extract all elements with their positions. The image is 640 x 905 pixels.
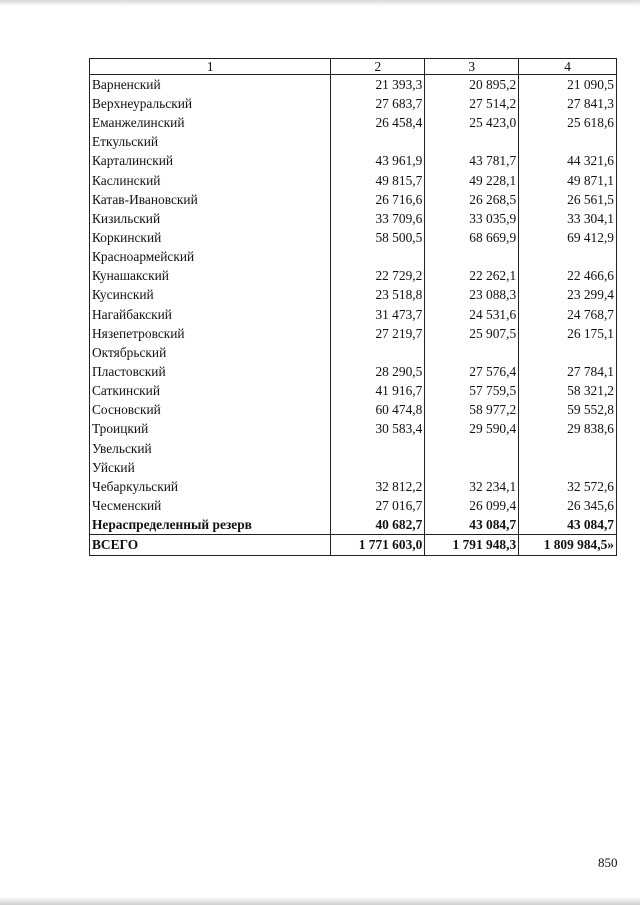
value-col-2-cell xyxy=(331,458,425,477)
value-col-4-cell: 24 768,7 xyxy=(519,305,617,324)
value-col-2-cell: 30 583,4 xyxy=(331,420,425,439)
table-row xyxy=(90,324,617,343)
value-col-2-cell: 32 812,2 xyxy=(331,477,425,496)
municipality-name-cell: ВСЕГО xyxy=(90,535,331,555)
table-row xyxy=(90,439,617,458)
municipality-name-cell: Чесменский xyxy=(90,496,331,515)
value-col-4-cell: 27 784,1 xyxy=(519,362,617,381)
municipality-name-cell: Саткинский xyxy=(90,381,331,400)
municipality-name-cell: Каслинский xyxy=(90,171,331,190)
table-row xyxy=(90,266,617,285)
value-col-4-cell: 32 572,6 xyxy=(519,477,617,496)
table-row xyxy=(90,94,617,113)
value-col-3-cell: 43 084,7 xyxy=(425,515,519,535)
value-col-2-cell xyxy=(331,247,425,266)
value-col-4-cell xyxy=(519,458,617,477)
budget-table xyxy=(89,58,617,556)
table-row xyxy=(90,496,617,515)
table-row xyxy=(90,420,617,439)
value-col-3-cell: 49 228,1 xyxy=(425,171,519,190)
table-row xyxy=(90,362,617,381)
municipality-name-cell: Кунашакский xyxy=(90,266,331,285)
municipality-name-cell: Сосновский xyxy=(90,400,331,419)
value-col-2-cell: 21 393,3 xyxy=(331,75,425,95)
table-row xyxy=(90,286,617,305)
value-col-4-cell: 21 090,5 xyxy=(519,75,617,95)
municipality-name-cell: Нязепетровский xyxy=(90,324,331,343)
value-col-3-cell: 20 895,2 xyxy=(425,75,519,95)
value-col-2-cell: 60 474,8 xyxy=(331,400,425,419)
municipality-name-cell: Еманжелинский xyxy=(90,113,331,132)
municipality-name-cell: Катав-Ивановский xyxy=(90,190,331,209)
municipality-name-cell: Коркинский xyxy=(90,228,331,247)
municipality-name-cell: Варненский xyxy=(90,75,331,95)
value-col-4-cell: 49 871,1 xyxy=(519,171,617,190)
value-col-4-cell: 27 841,3 xyxy=(519,94,617,113)
value-col-4-cell xyxy=(519,132,617,151)
value-col-4-cell: 33 304,1 xyxy=(519,209,617,228)
value-col-3-cell: 32 234,1 xyxy=(425,477,519,496)
value-col-4-cell: 69 412,9 xyxy=(519,228,617,247)
value-col-2-cell: 58 500,5 xyxy=(331,228,425,247)
value-col-2-cell: 33 709,6 xyxy=(331,209,425,228)
scan-bottom-edge xyxy=(0,897,640,905)
value-col-3-cell: 27 514,2 xyxy=(425,94,519,113)
value-col-3-cell: 26 099,4 xyxy=(425,496,519,515)
value-col-4-cell: 43 084,7 xyxy=(519,515,617,535)
municipality-name-cell: Красноармейский xyxy=(90,247,331,266)
value-col-4-cell: 23 299,4 xyxy=(519,286,617,305)
municipality-name-cell: Еткульский xyxy=(90,132,331,151)
value-col-4-cell: 44 321,6 xyxy=(519,152,617,171)
value-col-4-cell: 25 618,6 xyxy=(519,113,617,132)
value-col-2-cell: 26 458,4 xyxy=(331,113,425,132)
value-col-2-cell: 22 729,2 xyxy=(331,266,425,285)
table-row xyxy=(90,190,617,209)
value-col-2-cell: 41 916,7 xyxy=(331,381,425,400)
value-col-3-cell: 26 268,5 xyxy=(425,190,519,209)
municipality-name-cell: Карталинский xyxy=(90,152,331,171)
table-row xyxy=(90,381,617,400)
budget-table-body xyxy=(90,59,617,556)
municipality-name-cell: Кусинский xyxy=(90,286,331,305)
value-col-3-cell xyxy=(425,439,519,458)
value-col-4-cell: 26 561,5 xyxy=(519,190,617,209)
value-col-3-cell: 43 781,7 xyxy=(425,152,519,171)
table-row xyxy=(90,400,617,419)
value-col-3-cell xyxy=(425,458,519,477)
total-row xyxy=(90,535,617,555)
value-col-4-cell: 1 809 984,5» xyxy=(519,535,617,555)
value-col-3-cell: 24 531,6 xyxy=(425,305,519,324)
value-col-4-cell: 22 466,6 xyxy=(519,266,617,285)
value-col-4-cell: 26 345,6 xyxy=(519,496,617,515)
table-row xyxy=(90,458,617,477)
municipality-name-cell: Верхнеуральский xyxy=(90,94,331,113)
municipality-name-cell: Троицкий xyxy=(90,420,331,439)
value-col-3-cell xyxy=(425,247,519,266)
unallocated-reserve-row xyxy=(90,515,617,535)
value-col-2-cell: 23 518,8 xyxy=(331,286,425,305)
table-row xyxy=(90,113,617,132)
scan-top-edge xyxy=(0,0,640,6)
column-header-1: 1 xyxy=(90,59,331,75)
table-row xyxy=(90,75,617,95)
municipality-name-cell: Чебаркульский xyxy=(90,477,331,496)
table-row xyxy=(90,228,617,247)
table-row xyxy=(90,209,617,228)
value-col-3-cell: 33 035,9 xyxy=(425,209,519,228)
value-col-2-cell: 27 219,7 xyxy=(331,324,425,343)
value-col-2-cell: 28 290,5 xyxy=(331,362,425,381)
value-col-4-cell xyxy=(519,343,617,362)
table-row xyxy=(90,305,617,324)
value-col-3-cell xyxy=(425,343,519,362)
municipality-name-cell: Уйский xyxy=(90,458,331,477)
value-col-2-cell: 27 016,7 xyxy=(331,496,425,515)
table-header-row xyxy=(90,59,617,75)
value-col-2-cell xyxy=(331,132,425,151)
value-col-3-cell: 25 907,5 xyxy=(425,324,519,343)
value-col-4-cell: 26 175,1 xyxy=(519,324,617,343)
municipality-name-cell: Увельский xyxy=(90,439,331,458)
page-number: 850 xyxy=(598,855,618,870)
value-col-4-cell xyxy=(519,247,617,266)
table-row xyxy=(90,343,617,362)
value-col-3-cell: 68 669,9 xyxy=(425,228,519,247)
value-col-3-cell: 25 423,0 xyxy=(425,113,519,132)
column-header-3: 3 xyxy=(425,59,519,75)
value-col-2-cell: 40 682,7 xyxy=(331,515,425,535)
value-col-3-cell: 22 262,1 xyxy=(425,266,519,285)
value-col-4-cell xyxy=(519,439,617,458)
value-col-2-cell: 43 961,9 xyxy=(331,152,425,171)
value-col-3-cell xyxy=(425,132,519,151)
table-row xyxy=(90,477,617,496)
column-header-2: 2 xyxy=(331,59,425,75)
value-col-3-cell: 58 977,2 xyxy=(425,400,519,419)
municipality-name-cell: Нераспределенный резерв xyxy=(90,515,331,535)
value-col-2-cell xyxy=(331,439,425,458)
municipality-name-cell: Нагайбакский xyxy=(90,305,331,324)
value-col-4-cell: 58 321,2 xyxy=(519,381,617,400)
value-col-2-cell: 26 716,6 xyxy=(331,190,425,209)
column-header-4: 4 xyxy=(519,59,617,75)
value-col-2-cell xyxy=(331,343,425,362)
table-row xyxy=(90,247,617,266)
value-col-2-cell: 31 473,7 xyxy=(331,305,425,324)
value-col-2-cell: 27 683,7 xyxy=(331,94,425,113)
municipality-name-cell: Октябрьский xyxy=(90,343,331,362)
table-row xyxy=(90,132,617,151)
value-col-3-cell: 29 590,4 xyxy=(425,420,519,439)
table-row xyxy=(90,152,617,171)
value-col-2-cell: 49 815,7 xyxy=(331,171,425,190)
value-col-3-cell: 23 088,3 xyxy=(425,286,519,305)
value-col-3-cell: 27 576,4 xyxy=(425,362,519,381)
value-col-3-cell: 57 759,5 xyxy=(425,381,519,400)
municipality-name-cell: Пластовский xyxy=(90,362,331,381)
municipality-name-cell: Кизильский xyxy=(90,209,331,228)
value-col-4-cell: 59 552,8 xyxy=(519,400,617,419)
value-col-3-cell: 1 791 948,3 xyxy=(425,535,519,555)
table-row xyxy=(90,171,617,190)
value-col-4-cell: 29 838,6 xyxy=(519,420,617,439)
value-col-2-cell: 1 771 603,0 xyxy=(331,535,425,555)
